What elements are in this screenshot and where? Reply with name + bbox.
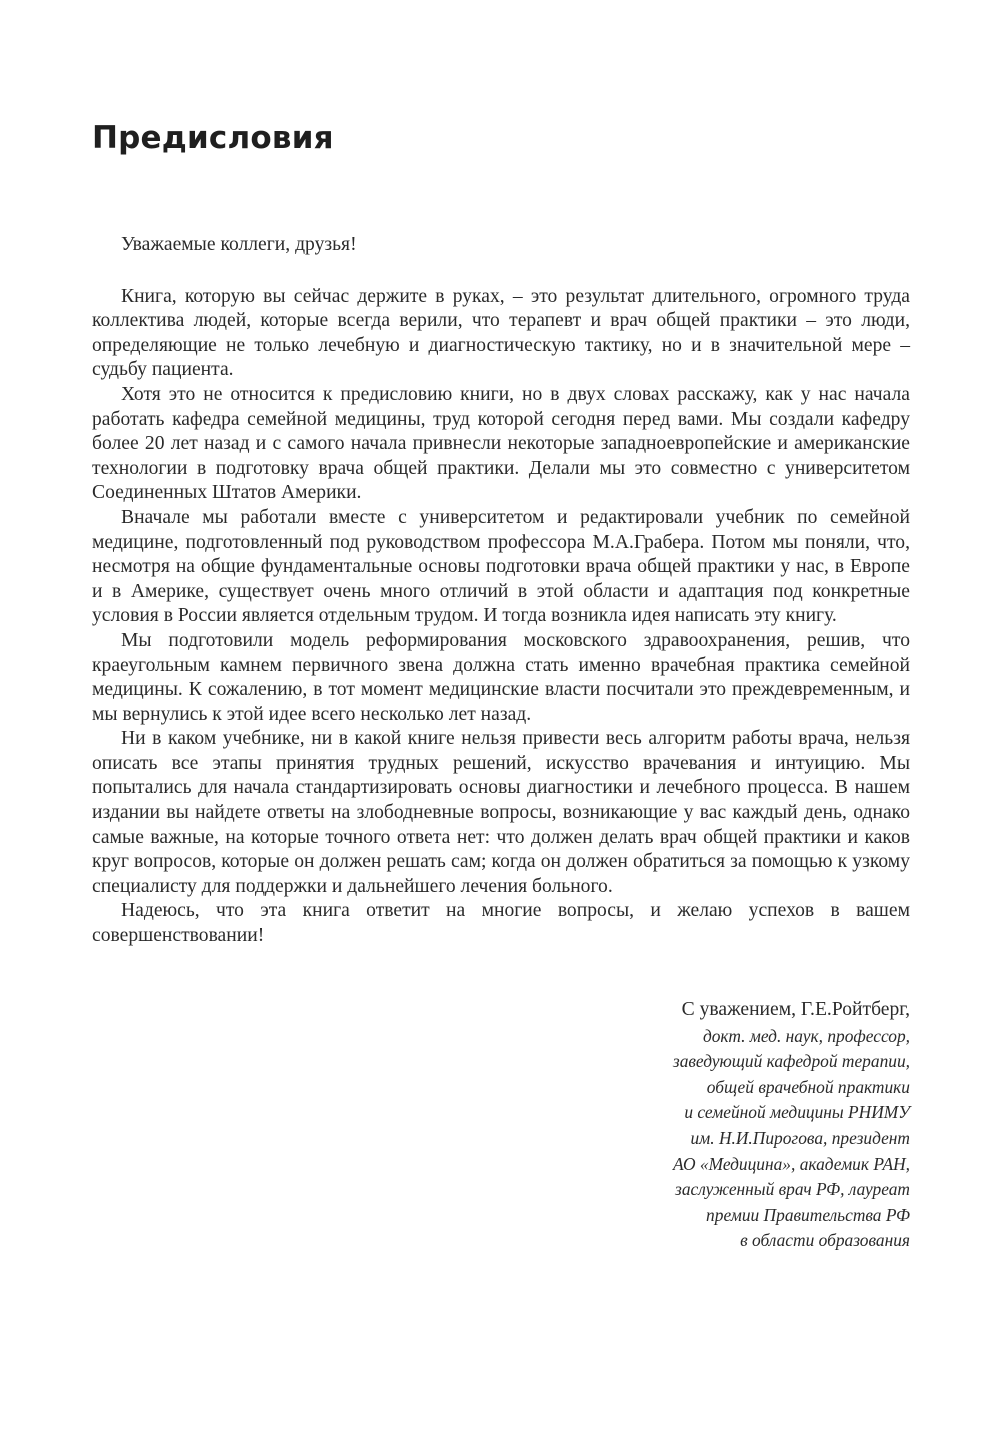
signature-credential-line: докт. мед. наук, профессор, — [702, 1025, 910, 1046]
paragraph-4: Мы подготовили модель реформирования московского здравоохранения, решив, что краеугольным камнем первичного звена должна стать именно врачебная практика семейной медицины. К сожалению, в тот момент медицинские власти посчитали это преждевременным, и мы вернулись к этой идее всего несколько лет назад. — [92, 629, 910, 725]
paragraph-3: Вначале мы работали вместе с университетом и редактировали учебник по семейной медицине, подготовленный под руководством профессора М.А.Грабера. Потом мы поняли, что, несмотря на общие фундаментальные основы подготовки врача общей практики у нас, в Европе и в Америке, существует очень много отличий в этой области и адаптация под конкретные условия в России является отдельным трудом. И тогда возникла идея написать эту книгу. — [92, 506, 910, 627]
signature-credential-line: АО «Медицина», академик РАН, — [673, 1153, 910, 1174]
signature-credential-line: в области образования — [740, 1230, 910, 1251]
greeting: Уважаемые коллеги, друзья! — [121, 234, 357, 255]
signature-block — [500, 997, 910, 1254]
page-title: Предисловия — [92, 120, 334, 156]
signature-credential-line: заведующий кафедрой терапии, — [672, 1051, 910, 1072]
signature-name: С уважением, Г.Е.Ройтберг, — [681, 999, 910, 1020]
paragraph-6: Надеюсь, что эта книга ответит на многие вопросы, и желаю успехов в вашем совершенствовании! — [92, 900, 910, 947]
signature-credential-line: премии Правительства РФ — [706, 1204, 910, 1225]
paragraph-2: Хотя это не относится к предисловию книги, но в двух словах расскажу, как у нас начала работать кафедра семейной медицины, труд которой сегодня перед вами. Мы создали кафедру более 20 лет назад и с самого начала привнесли некоторые западноевропейские и американские технологии в подготовку врача общей практики. Делали мы это совместно с университетом Соединенных Штатов Америки. — [92, 383, 910, 504]
signature-credential-line: заслуженный врач РФ, лауреат — [675, 1179, 910, 1200]
signature-credential-line: и семейной медицины РНИМУ — [684, 1102, 910, 1123]
paragraph-1: Книга, которую вы сейчас держите в руках, – это результат длительного, огромного труда коллектива людей, которые всегда верили, что терапевт и врач общей практики – это люди, определяющие не только лечебную и диагностическую тактику, но и в значительной мере – судьбу пациента. — [92, 285, 910, 381]
signature-credential-line: общей врачебной практики — [706, 1076, 910, 1097]
paragraph-5: Ни в каком учебнике, ни в какой книге нельзя привести весь алгоритм работы врача, нельзя описать все этапы принятия трудных решений, искусство врачевания и интуицию. Мы попытались для начала стандартизировать основы диагностики и лечебного процесса. В нашем издании вы найдете ответы на злободневные вопросы, возникающие у вас каждый день, однако самые важные, на которые точного ответа нет: что должен делать врач общей практики и каков круг вопросов, которые он должен решать сам; когда он должен обратиться за помощью к узкому специалисту для поддержки и дальнейшего лечения больного. — [92, 728, 910, 897]
signature-credential-line: им. Н.И.Пирогова, президент — [690, 1127, 910, 1148]
preface-body — [92, 233, 910, 949]
